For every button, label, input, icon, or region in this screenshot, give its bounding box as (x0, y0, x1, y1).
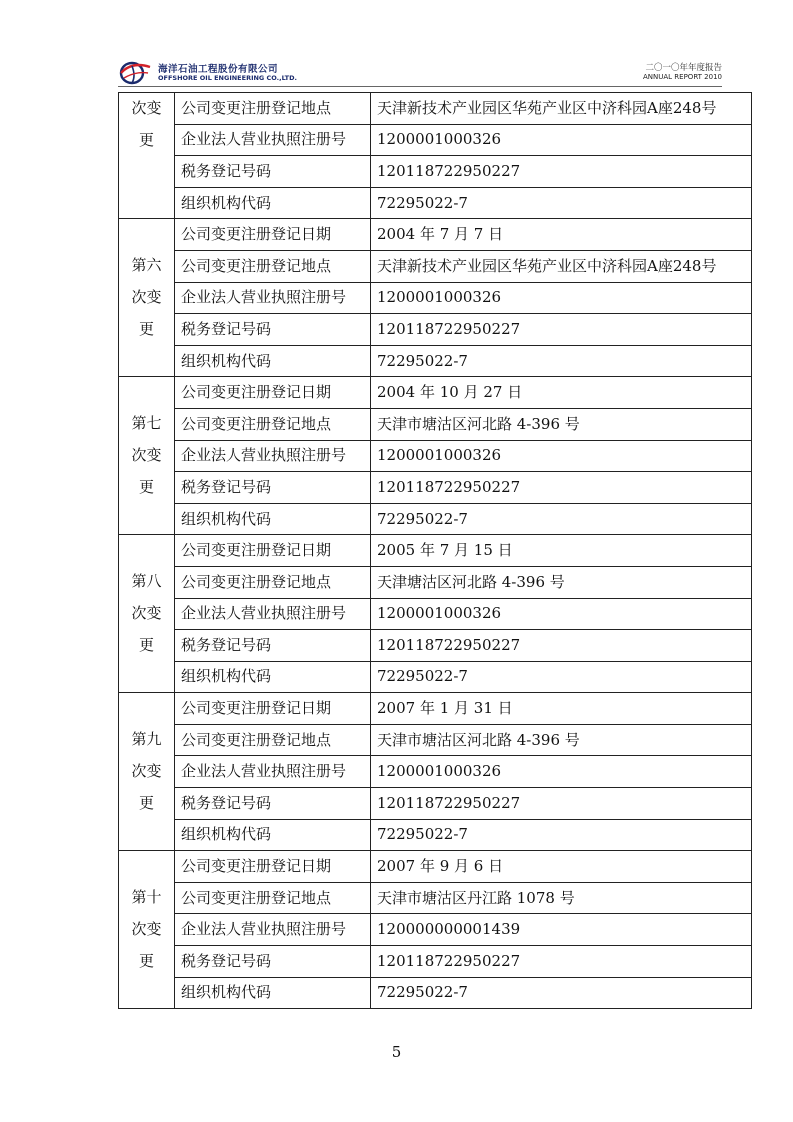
field-name-cell: 企业法人营业执照注册号 (175, 598, 371, 630)
field-value-cell: 72295022-7 (371, 345, 752, 377)
field-value-cell: 天津塘沽区河北路 4-396 号 (371, 566, 752, 598)
field-value-cell: 120118722950227 (371, 630, 752, 662)
table-row (119, 124, 752, 156)
field-name-cell: 组织机构代码 (175, 503, 371, 535)
field-value-cell: 120000000001439 (371, 914, 752, 946)
field-value-cell: 72295022-7 (371, 977, 752, 1009)
field-name-cell: 公司变更注册登记地点 (175, 724, 371, 756)
table-row (119, 503, 752, 535)
table-row (119, 977, 752, 1009)
table-row (119, 819, 752, 851)
field-name-cell: 税务登记号码 (175, 630, 371, 662)
table-row (119, 788, 752, 820)
field-name-cell: 企业法人营业执照注册号 (175, 440, 371, 472)
field-value-cell: 2004 年 10 月 27 日 (371, 377, 752, 409)
header-divider (118, 86, 722, 87)
table-row (119, 851, 752, 883)
field-name-cell: 公司变更注册登记日期 (175, 851, 371, 883)
table-row (119, 219, 752, 251)
table-row (119, 187, 752, 219)
field-name-cell: 公司变更注册登记日期 (175, 535, 371, 567)
table-row (119, 440, 752, 472)
table-row (119, 882, 752, 914)
field-value-cell: 120118722950227 (371, 472, 752, 504)
field-name-cell: 企业法人营业执照注册号 (175, 914, 371, 946)
field-name-cell: 组织机构代码 (175, 187, 371, 219)
change-group-label: 第七次变更 (131, 414, 162, 496)
field-name-cell: 企业法人营业执照注册号 (175, 124, 371, 156)
change-group-label-cell (119, 219, 175, 377)
field-name-cell: 组织机构代码 (175, 661, 371, 693)
page-header (118, 56, 722, 86)
field-value-cell: 1200001000326 (371, 756, 752, 788)
field-name-cell: 公司变更注册登记地点 (175, 882, 371, 914)
field-name-cell: 公司变更注册登记地点 (175, 408, 371, 440)
change-group-label-cell (119, 377, 175, 535)
table-row (119, 156, 752, 188)
field-value-cell: 72295022-7 (371, 503, 752, 535)
table-row (119, 93, 752, 125)
field-name-cell: 公司变更注册登记日期 (175, 377, 371, 409)
field-value-cell: 120118722950227 (371, 314, 752, 346)
table-row (119, 566, 752, 598)
table-row (119, 598, 752, 630)
field-name-cell: 公司变更注册登记地点 (175, 566, 371, 598)
field-value-cell: 120118722950227 (371, 156, 752, 188)
field-value-cell: 72295022-7 (371, 187, 752, 219)
field-value-cell: 120118722950227 (371, 946, 752, 978)
field-value-cell: 72295022-7 (371, 819, 752, 851)
field-value-cell: 天津市塘沽区河北路 4-396 号 (371, 724, 752, 756)
table-row (119, 724, 752, 756)
field-name-cell: 企业法人营业执照注册号 (175, 756, 371, 788)
field-name-cell: 公司变更注册登记地点 (175, 93, 371, 125)
table-row (119, 345, 752, 377)
field-value-cell: 2007 年 9 月 6 日 (371, 851, 752, 883)
field-value-cell: 72295022-7 (371, 661, 752, 693)
field-value-cell: 2007 年 1 月 31 日 (371, 693, 752, 725)
change-group-label-cell (119, 851, 175, 1009)
report-title-cn: 二〇一〇年年度报告 (645, 63, 722, 73)
change-group-label-cell (119, 693, 175, 851)
field-name-cell: 税务登记号码 (175, 314, 371, 346)
field-name-cell: 税务登记号码 (175, 788, 371, 820)
change-group-label: 次变更 (131, 99, 162, 149)
field-name-cell: 税务登记号码 (175, 472, 371, 504)
change-group-label: 第六次变更 (131, 256, 162, 338)
field-name-cell: 税务登记号码 (175, 156, 371, 188)
field-name-cell: 企业法人营业执照注册号 (175, 282, 371, 314)
field-value-cell: 天津新技术产业园区华苑产业区中济科园A座248号 (371, 250, 752, 282)
field-value-cell: 2005 年 7 月 15 日 (371, 535, 752, 567)
table-row (119, 472, 752, 504)
field-value-cell: 天津市塘沽区丹江路 1078 号 (371, 882, 752, 914)
registration-change-table (118, 92, 752, 1009)
field-value-cell: 1200001000326 (371, 598, 752, 630)
table-row (119, 693, 752, 725)
field-value-cell: 1200001000326 (371, 440, 752, 472)
field-name-cell: 组织机构代码 (175, 819, 371, 851)
change-group-label: 第十次变更 (131, 888, 162, 970)
table-row (119, 282, 752, 314)
table-row (119, 756, 752, 788)
field-name-cell: 组织机构代码 (175, 345, 371, 377)
change-group-label-cell (119, 93, 175, 219)
company-logo-icon (118, 56, 152, 86)
table-row (119, 408, 752, 440)
table-row (119, 535, 752, 567)
change-group-label-cell (119, 535, 175, 693)
change-group-label: 第八次变更 (131, 572, 162, 654)
report-title-en: ANNUAL REPORT 2010 (643, 73, 722, 81)
field-value-cell: 120118722950227 (371, 788, 752, 820)
field-name-cell: 公司变更注册登记日期 (175, 219, 371, 251)
change-group-label: 第九次变更 (131, 730, 162, 812)
field-value-cell: 1200001000326 (371, 124, 752, 156)
table-row (119, 914, 752, 946)
table-row (119, 946, 752, 978)
table-row (119, 661, 752, 693)
company-name-cn: 海洋石油工程股份有限公司 (158, 64, 279, 75)
field-name-cell: 公司变更注册登记日期 (175, 693, 371, 725)
table-row (119, 250, 752, 282)
page-number: 5 (391, 1043, 402, 1061)
field-value-cell: 1200001000326 (371, 282, 752, 314)
table-row (119, 630, 752, 662)
field-name-cell: 公司变更注册登记地点 (175, 250, 371, 282)
field-value-cell: 天津新技术产业园区华苑产业区中济科园A座248号 (371, 93, 752, 125)
company-name-en: OFFSHORE OIL ENGINEERING CO.,LTD. (158, 74, 297, 82)
field-name-cell: 税务登记号码 (175, 946, 371, 978)
table-row (119, 377, 752, 409)
field-name-cell: 组织机构代码 (175, 977, 371, 1009)
table-row (119, 314, 752, 346)
field-value-cell: 2004 年 7 月 7 日 (371, 219, 752, 251)
field-value-cell: 天津市塘沽区河北路 4-396 号 (371, 408, 752, 440)
